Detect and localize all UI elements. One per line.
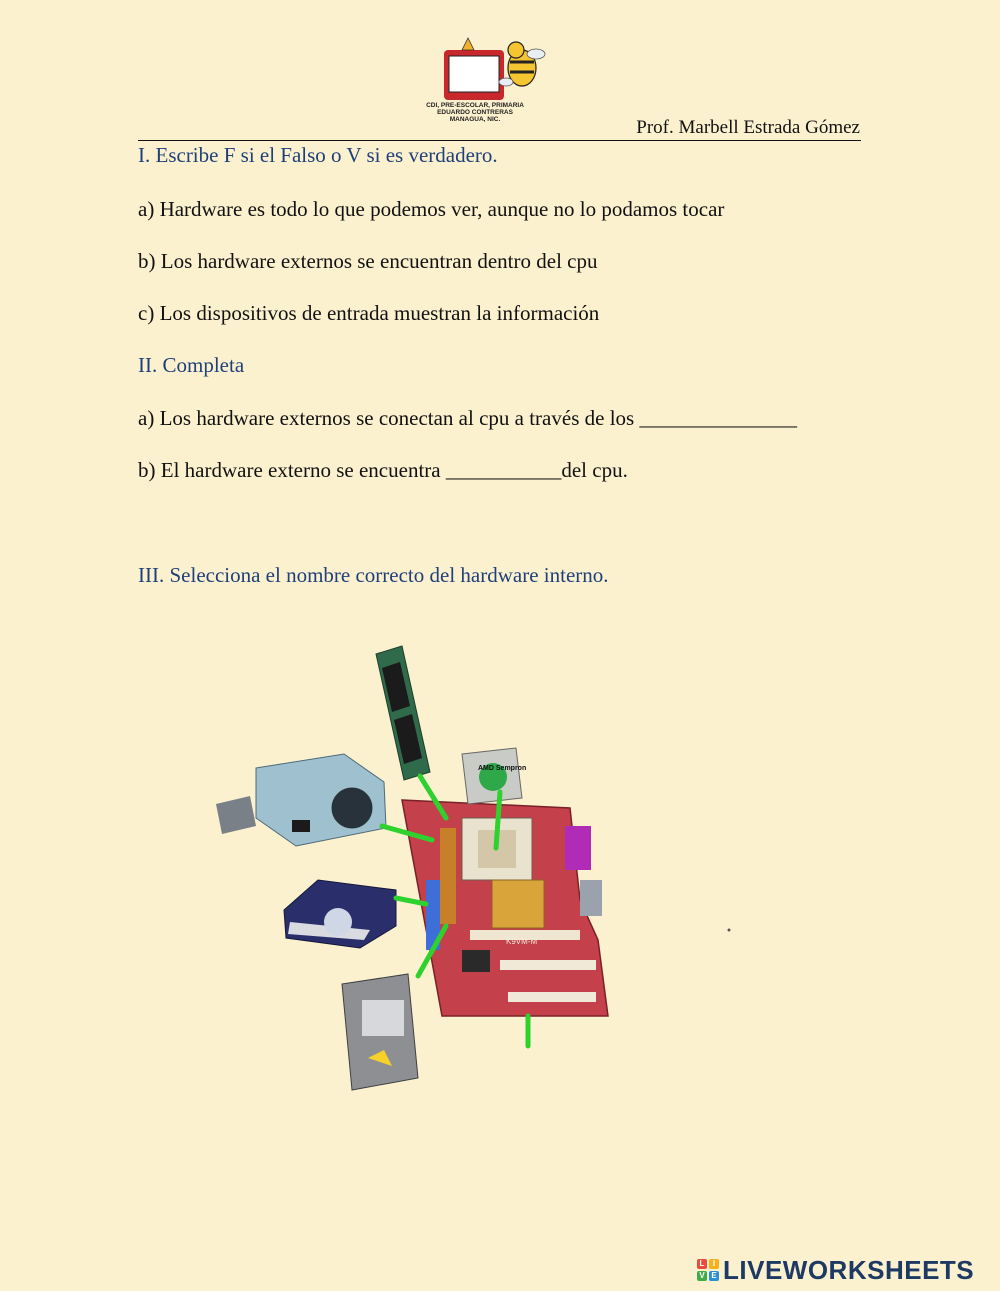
question-2b: b) El hardware externo se encuentra ___________del cpu. — [138, 458, 628, 482]
question-1b: b) Los hardware externos se encuentran dentro del cpu — [138, 249, 598, 273]
question-2a: a) Los hardware externos se conectan al cpu a través de los _______________ — [138, 406, 797, 430]
cpu-chip-image — [462, 748, 526, 804]
power-supply-image — [216, 754, 386, 846]
motherboard-label: K9VM-M — [506, 937, 538, 946]
optical-drive-image — [284, 880, 396, 948]
ram-module-image — [376, 646, 430, 780]
hard-drive-image — [342, 974, 418, 1090]
section-2-title: II. Completa — [138, 353, 245, 377]
section-3-title: III. Selecciona el nombre correcto del hardware interno. — [138, 563, 609, 587]
section-1-title: I. Escribe F si el Falso o V si es verdadero. — [138, 143, 498, 167]
liveworksheets-logo — [697, 1256, 974, 1284]
question-1c: c) Los dispositivos de entrada muestran la información — [138, 301, 600, 325]
school-logo-caption: CDI, PRE-ESCOLAR, PRIMARIA EDUARDO CONTRERAS MANAGUA, NIC. — [426, 102, 524, 123]
liveworksheets-icon: L I V E — [697, 1259, 719, 1281]
question-1a: a) Hardware es todo lo que podemos ver, aunque no lo podamos tocar — [138, 197, 725, 221]
liveworksheets-brand: LIVEWORKSHEETS — [723, 1254, 975, 1285]
motherboard-image — [402, 800, 608, 1016]
author-name: Prof. Marbell Estrada Gómez — [636, 117, 860, 138]
cpu-chip-label: AMD Sempron — [478, 765, 527, 772]
